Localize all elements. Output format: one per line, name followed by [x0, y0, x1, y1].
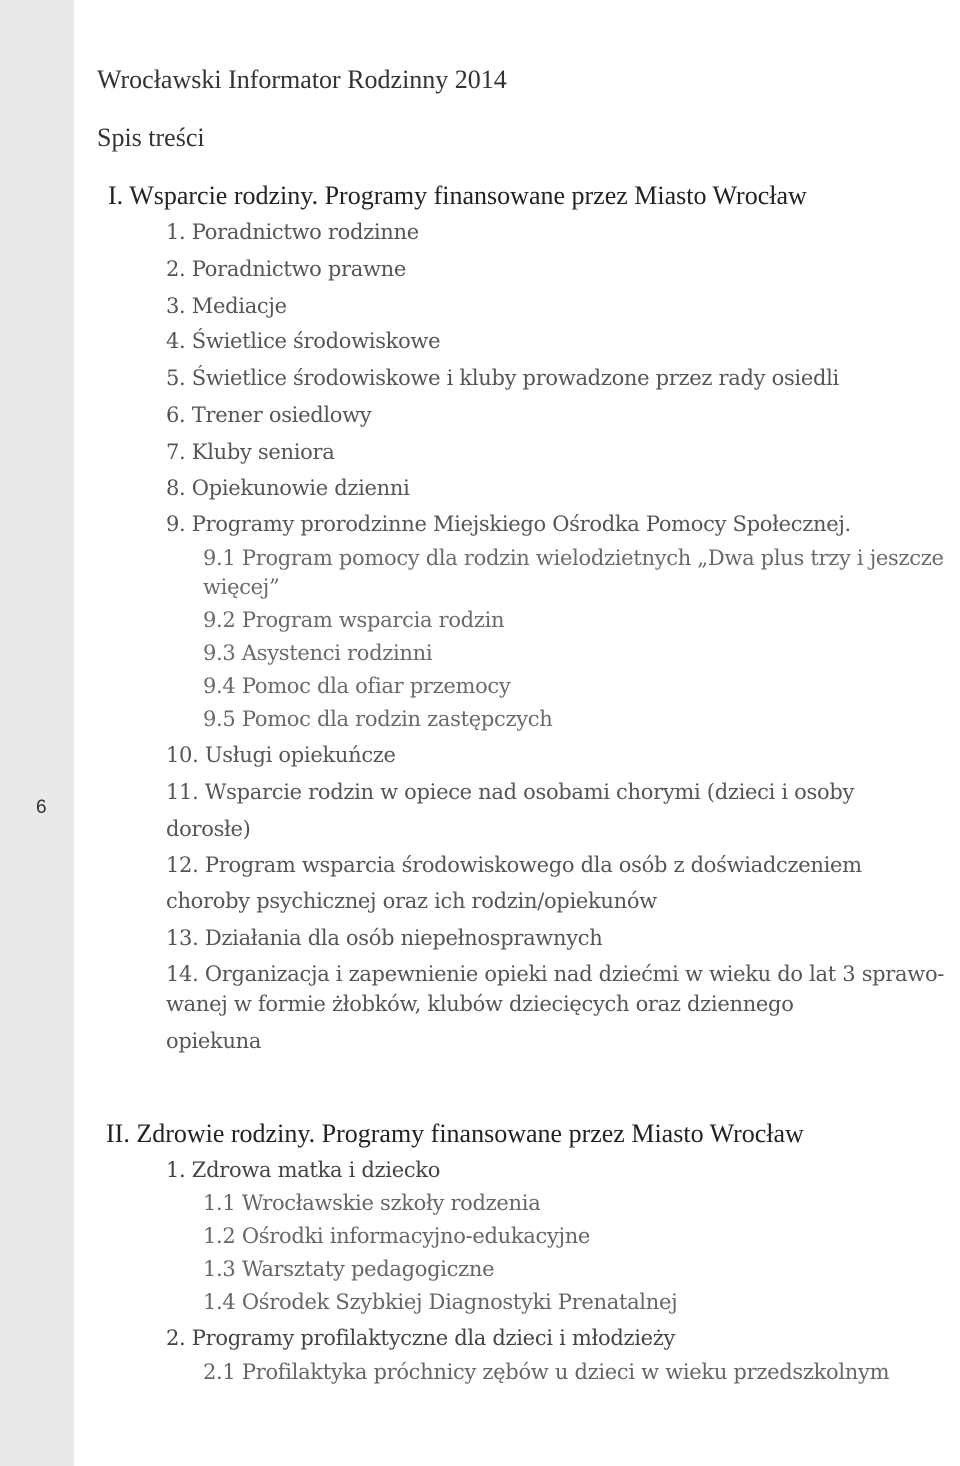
toc-subitem[interactable]: 9.2 Program wsparcia rodzin — [203, 608, 505, 632]
toc-item[interactable]: 10. Usługi opiekuńcze — [166, 743, 396, 767]
toc-subitem[interactable]: 9.3 Asystenci rodzinni — [203, 641, 433, 665]
toc-item[interactable]: 11. Wsparcie rodzin w opiece nad osobami chorymi (dzieci i osoby — [166, 780, 855, 804]
toc-subitem[interactable]: 2.1 Profilaktyka próchnicy zębów u dzieci w wieku przedszkolnym — [203, 1360, 890, 1384]
toc-subitem[interactable]: 9.4 Pomoc dla ofiar przemocy — [203, 674, 511, 698]
toc-item-continuation[interactable]: wanej w formie żłobków, klubów dziecięcych oraz dziennego — [166, 992, 794, 1016]
toc-item[interactable]: 8. Opiekunowie dzienni — [166, 476, 410, 500]
document-title: Wrocławski Informator Rodzinny 2014 — [97, 65, 507, 94]
toc-subitem[interactable]: 1.2 Ośrodki informacyjno-edukacyjne — [203, 1224, 591, 1248]
toc-item-continuation[interactable]: opiekuna — [166, 1029, 262, 1053]
toc-subitem-continuation[interactable]: więcej” — [203, 575, 280, 599]
toc-item[interactable]: 1. Poradnictwo rodzinne — [166, 220, 419, 244]
page-number: 6 — [36, 797, 47, 818]
toc-item[interactable]: 5. Świetlice środowiskowe i kluby prowadzone przez rady osiedli — [166, 366, 839, 390]
toc-item[interactable]: 13. Działania dla osób niepełnosprawnych — [166, 926, 603, 950]
toc-subitem[interactable]: 9.5 Pomoc dla rodzin zastępczych — [203, 707, 553, 731]
toc-item[interactable]: 3. Mediacje — [166, 294, 287, 318]
section-heading: I. Wsparcie rodziny. Programy finansowane przez Miasto Wrocław — [108, 181, 807, 210]
toc-item[interactable]: 4. Świetlice środowiskowe — [166, 329, 441, 353]
toc-item[interactable]: 14. Organizacja i zapewnienie opieki nad dziećmi w wieku do lat 3 sprawo- — [166, 962, 945, 986]
toc-item[interactable]: 2. Programy profilaktyczne dla dzieci i młodzieży — [166, 1326, 676, 1350]
toc-item[interactable]: 9. Programy prorodzinne Miejskiego Ośrodka Pomocy Społecznej. — [166, 512, 851, 536]
toc-title: Spis treści — [97, 123, 205, 152]
toc-item[interactable]: 12. Program wsparcia środowiskowego dla osób z doświadczeniem — [166, 853, 862, 877]
toc-subitem[interactable]: 1.1 Wrocławskie szkoły rodzenia — [203, 1191, 541, 1215]
toc-item[interactable]: 6. Trener osiedlowy — [166, 403, 372, 427]
toc-item-continuation[interactable]: choroby psychicznej oraz ich rodzin/opiekunów — [166, 889, 657, 913]
toc-item[interactable]: 2. Poradnictwo prawne — [166, 257, 406, 281]
toc-subitem[interactable]: 1.4 Ośrodek Szybkiej Diagnostyki Prenatalnej — [203, 1290, 678, 1314]
section-heading: II. Zdrowie rodziny. Programy finansowane przez Miasto Wrocław — [106, 1119, 804, 1148]
toc-item-continuation[interactable]: dorosłe) — [166, 817, 251, 841]
toc-item[interactable]: 1. Zdrowa matka i dziecko — [166, 1158, 441, 1182]
toc-subitem[interactable]: 1.3 Warsztaty pedagogiczne — [203, 1257, 495, 1281]
page-margin-bar — [0, 0, 74, 1466]
toc-item[interactable]: 7. Kluby seniora — [166, 440, 335, 464]
toc-subitem[interactable]: 9.1 Program pomocy dla rodzin wielodzietnych „Dwa plus trzy i jeszcze — [203, 546, 944, 570]
